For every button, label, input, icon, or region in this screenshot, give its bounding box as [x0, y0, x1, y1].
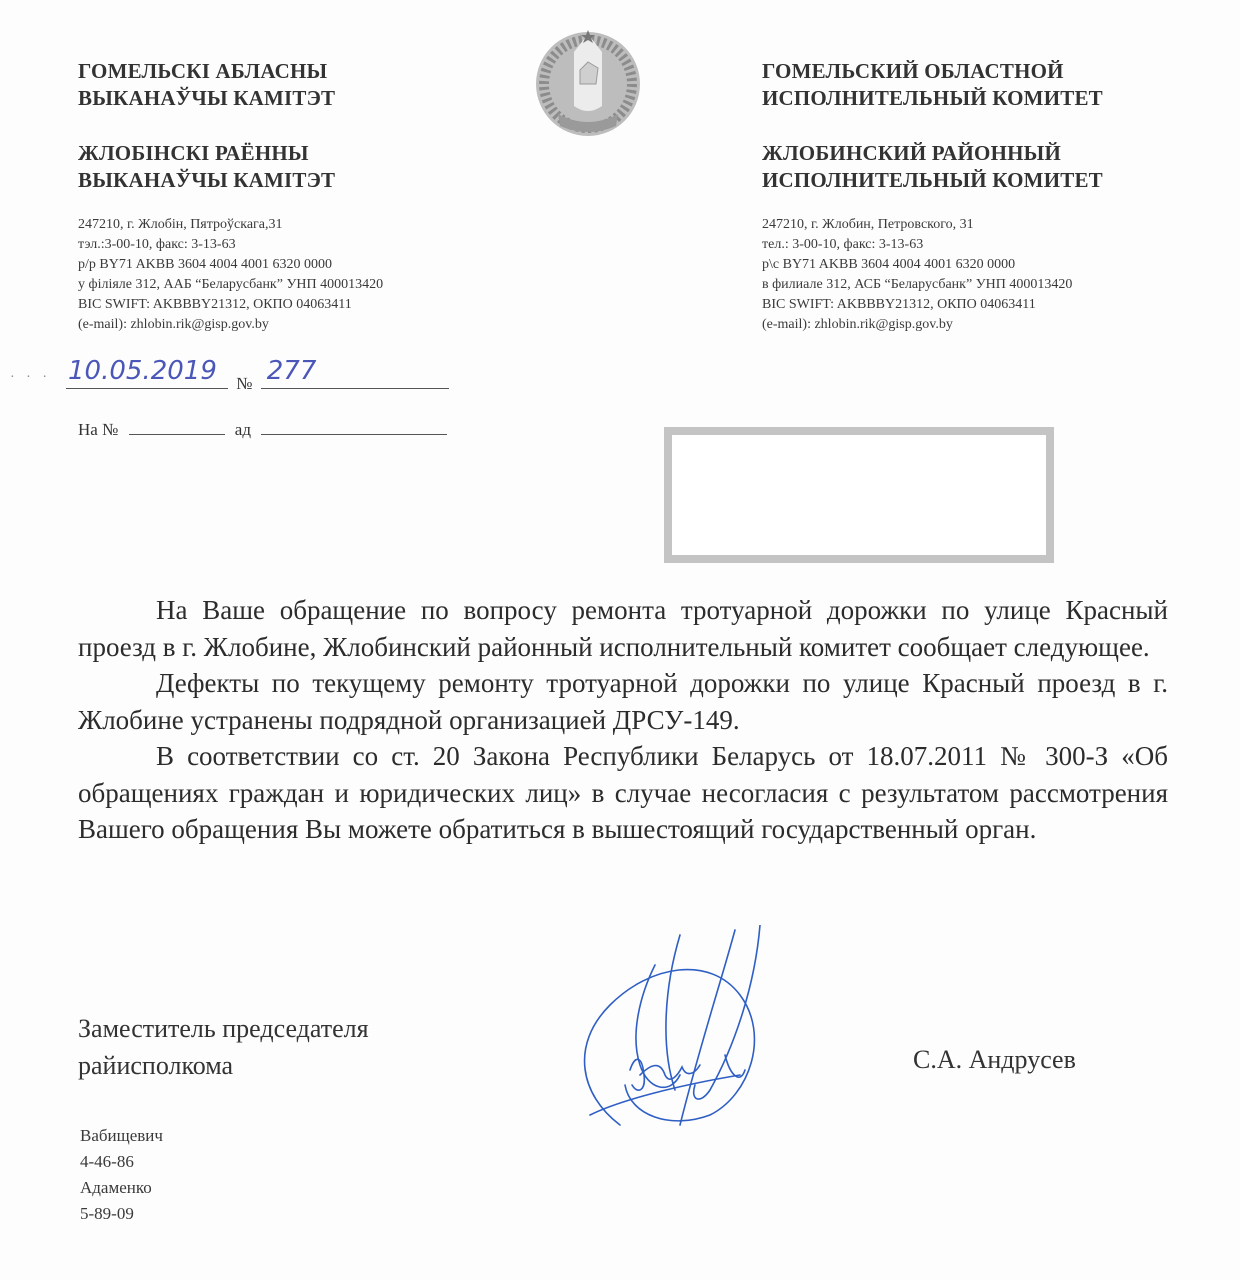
address-line: 247210, г. Жлобін, Пятроўскага,31	[78, 217, 283, 232]
address-line: BIC SWIFT: AKBBBY21312, ОКПО 04063411	[762, 297, 1036, 312]
number-field	[261, 358, 449, 389]
address-line: тэл.:3-00-10, факс: 3-13-63	[78, 237, 236, 252]
email-line: (e-mail): zhlobin.rik@gisp.gov.by	[762, 317, 953, 332]
executor-name: Вабищевич	[80, 1126, 163, 1145]
state-emblem-icon	[528, 22, 648, 142]
address-line: в филиале 312, АСБ “Беларусбанк” УНП 400013420	[762, 277, 1073, 292]
title-line: Заместитель председателя	[78, 1014, 369, 1043]
letterhead-left-address	[78, 215, 383, 335]
date-field	[66, 358, 228, 389]
handwritten-signature	[560, 925, 820, 1145]
executors-block	[80, 1123, 163, 1227]
signatory-name: С.А. Андрусев	[913, 1045, 1076, 1074]
letter-body	[78, 592, 1168, 848]
address-line: р\с BY71 AKBB 3604 4004 4001 6320 0000	[762, 257, 1016, 272]
executor-name: Адаменко	[80, 1178, 152, 1197]
letterhead-left-unit	[78, 140, 335, 194]
unit-line: ИСПОЛНИТЕЛЬНЫЙ КОМИТЕТ	[762, 168, 1103, 192]
title-line: райисполкома	[78, 1051, 234, 1080]
body-paragraph: В соответствии со ст. 20 Закона Республики Беларусь от 18.07.2011 № 300-З «Об обращениях граждан и юридических лиц» в случае несогласия с результатом рассмотрения Вашего обращения Вы можете обратиться в вышестоящий государственный орган.	[78, 741, 1168, 844]
address-line: BIC SWIFT: AKBBBY21312, ОКПО 04063411	[78, 297, 352, 312]
address-line: р/р BY71 AKBB 3604 4004 4001 6320 0000	[78, 257, 332, 272]
letterhead-right-address	[762, 215, 1072, 335]
scan-specks: · · ·	[10, 370, 51, 385]
body-paragraph: Дефекты по текущему ремонту тротуарной дорожки по улице Красный проезд в г. Жлобине устранены подрядной организацией ДРСУ-149.	[78, 668, 1168, 735]
unit-line: ЖЛОБІНСКІ РАЁННЫ	[78, 141, 309, 165]
reply-to-label: На №	[78, 420, 119, 439]
reply-from-label: ад	[234, 420, 251, 439]
org-line: ВЫКАНАЎЧЫ КАМІТЭТ	[78, 86, 336, 110]
address-line: 247210, г. Жлобин, Петровского, 31	[762, 217, 974, 232]
redacted-addressee-box	[664, 427, 1054, 563]
unit-line: ЖЛОБИНСКИЙ РАЙОННЫЙ	[762, 141, 1062, 165]
org-line: ИСПОЛНИТЕЛЬНЫЙ КОМИТЕТ	[762, 86, 1103, 110]
signatory-title	[78, 1010, 369, 1084]
letterhead-left-org	[78, 58, 335, 112]
reply-reference-line	[78, 416, 447, 440]
body-paragraph: На Ваше обращение по вопросу ремонта тротуарной дорожки по улице Красный проезд в г. Жлобине, Жлобинский районный исполнительный комитет сообщает следующее.	[78, 595, 1168, 662]
unit-line: ВЫКАНАЎЧЫ КАМІТЭТ	[78, 168, 336, 192]
reply-number-field	[129, 416, 225, 435]
org-line: ГОМЕЛЬСКІ АБЛАСНЫ	[78, 59, 328, 83]
reply-date-field	[261, 416, 447, 435]
number-sign: №	[236, 374, 253, 393]
letterhead-right-org	[762, 58, 1103, 112]
address-line: у філіяле 312, ААБ “Беларусбанк” УНП 400013420	[78, 277, 384, 292]
handwritten-date: 10.05.2019	[68, 356, 217, 386]
letterhead-right-unit	[762, 140, 1103, 194]
org-line: ГОМЕЛЬСКИЙ ОБЛАСТНОЙ	[762, 59, 1064, 83]
handwritten-number: 277	[266, 356, 317, 386]
registration-line	[66, 358, 456, 394]
executor-phone: 4-46-86	[80, 1152, 134, 1171]
email-line: (e-mail): zhlobin.rik@gisp.gov.by	[78, 317, 269, 332]
executor-phone: 5-89-09	[80, 1204, 134, 1223]
address-line: тел.: 3-00-10, факс: 3-13-63	[762, 237, 924, 252]
